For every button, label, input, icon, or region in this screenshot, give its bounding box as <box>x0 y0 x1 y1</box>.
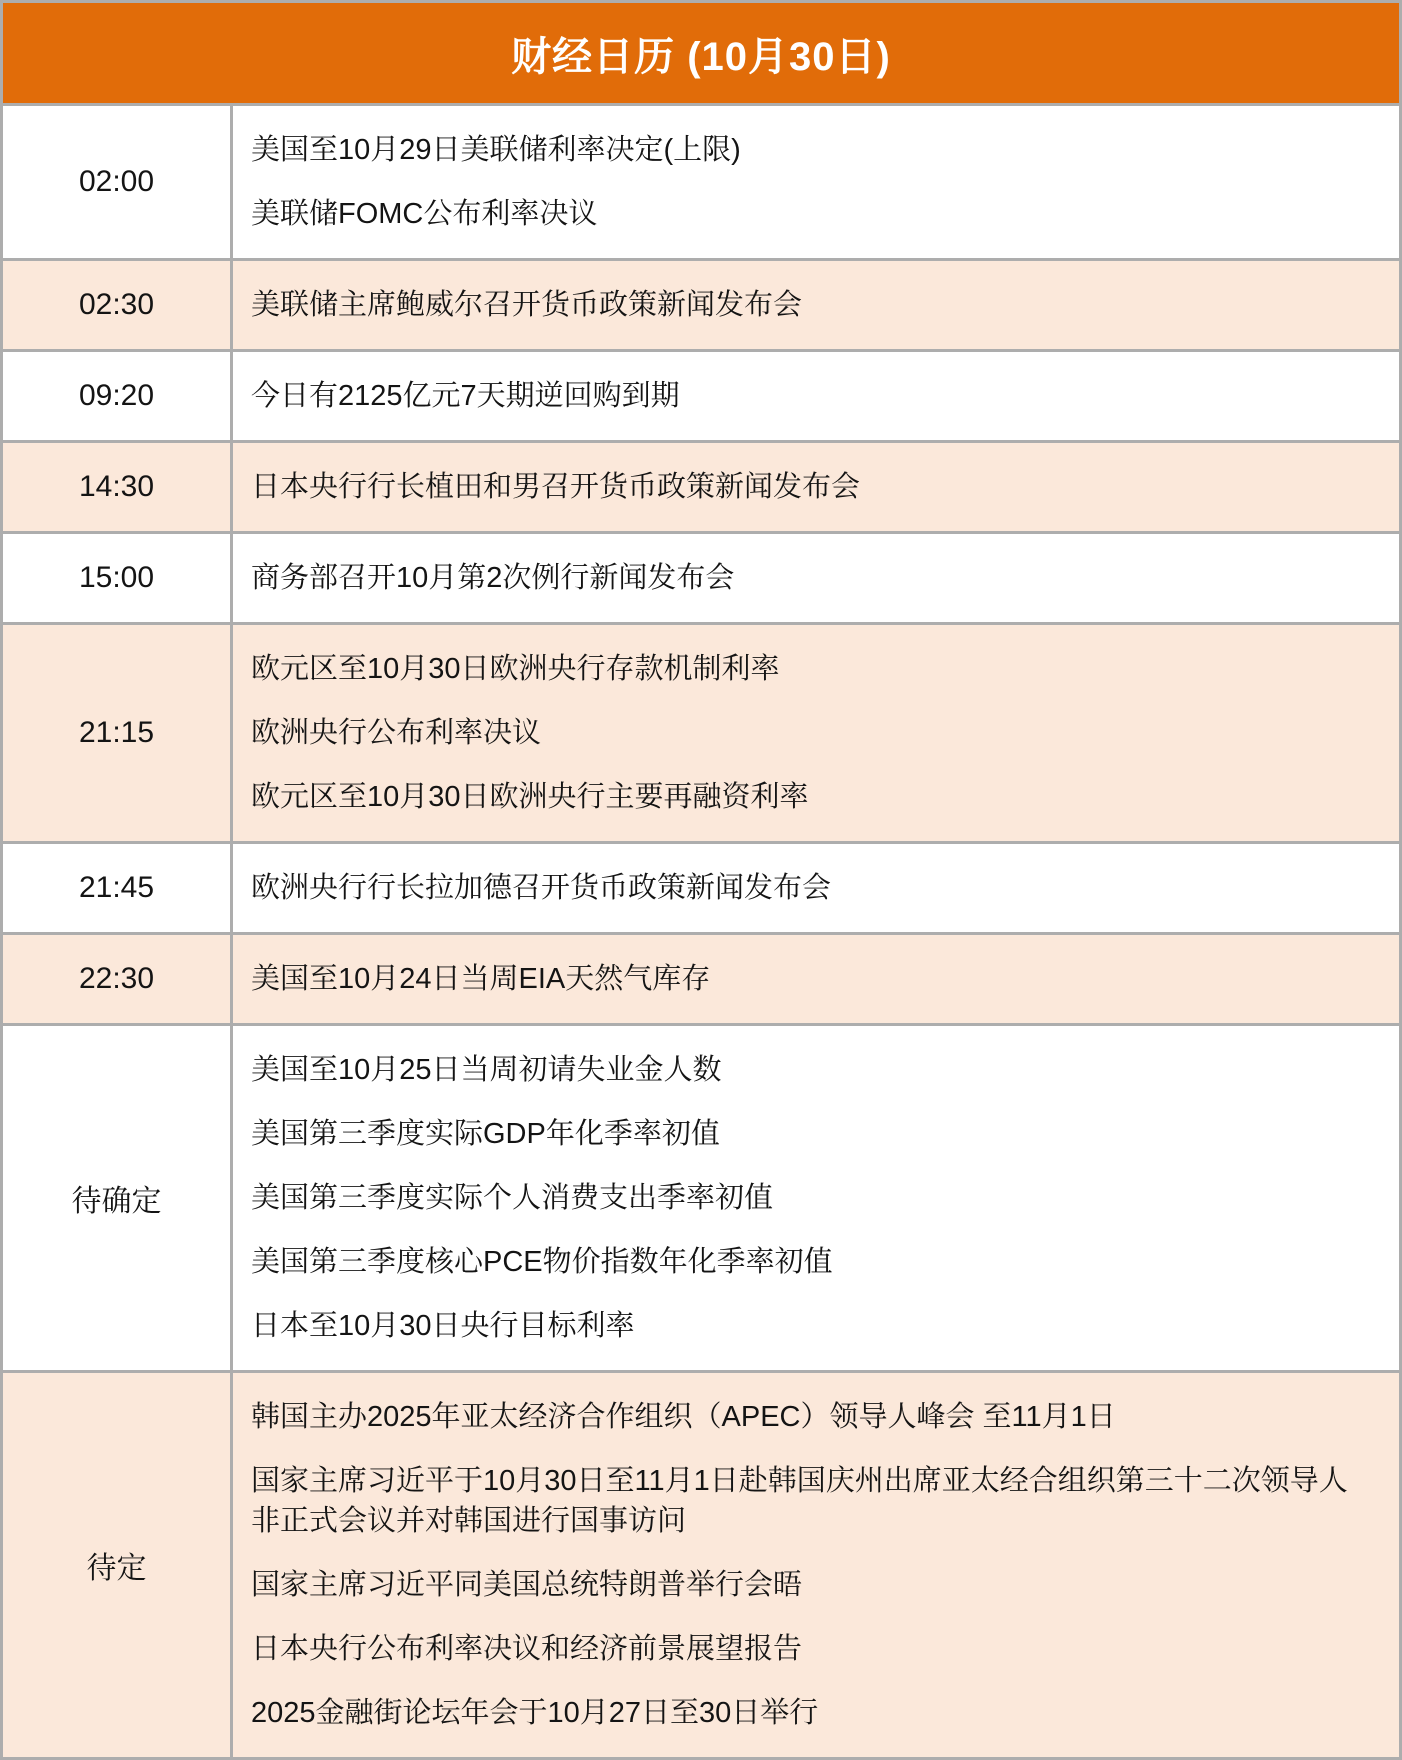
time-cell: 待确定 <box>3 1026 233 1370</box>
event-text: 国家主席习近平同美国总统特朗普举行会晤 <box>251 1569 803 1601</box>
time-cell: 22:30 <box>3 935 233 1023</box>
event-text: 国家主席习近平于10月30日至11月1日赴韩国庆州出席亚太经合组织第三十二次领导人非正式会议并对韩国进行国事访问 <box>251 1465 1348 1537</box>
time-cell: 15:00 <box>3 534 233 622</box>
calendar-title: 财经日历 (10月30日) <box>511 34 891 79</box>
event-text: 日本央行行长植田和男召开货币政策新闻发布会 <box>251 471 861 503</box>
event-text: 今日有2125亿元7天期逆回购到期 <box>251 380 680 412</box>
calendar-row <box>3 1023 1399 1370</box>
events-cell <box>233 1026 1399 1370</box>
time-cell: 14:30 <box>3 443 233 531</box>
time-cell: 02:00 <box>3 106 233 258</box>
calendar-row <box>3 531 1399 622</box>
event-text: 美国至10月24日当周EIA天然气库存 <box>251 963 711 995</box>
events-cell <box>233 352 1399 440</box>
time-cell: 21:45 <box>3 844 233 932</box>
event-text: 美国第三季度核心PCE物价指数年化季率初值 <box>251 1246 833 1278</box>
calendar-row <box>3 622 1399 841</box>
calendar-row <box>3 349 1399 440</box>
calendar-row <box>3 841 1399 932</box>
event-text: 2025金融街论坛年会于10月27日至30日举行 <box>251 1697 819 1729</box>
event-text: 美国至10月29日美联储利率决定(上限) <box>251 134 741 166</box>
calendar-row <box>3 932 1399 1023</box>
time-cell: 21:15 <box>3 625 233 841</box>
calendar-row <box>3 1370 1399 1757</box>
events-cell <box>233 106 1399 258</box>
event-text: 日本至10月30日央行目标利率 <box>251 1310 635 1342</box>
event-text: 美联储主席鲍威尔召开货币政策新闻发布会 <box>251 289 803 321</box>
calendar-header <box>3 3 1399 103</box>
event-text: 美联储FOMC公布利率决议 <box>251 198 598 230</box>
events-cell <box>233 261 1399 349</box>
events-cell <box>233 844 1399 932</box>
events-cell <box>233 935 1399 1023</box>
time-cell: 待定 <box>3 1373 233 1757</box>
event-text: 美国第三季度实际GDP年化季率初值 <box>251 1118 720 1150</box>
events-cell <box>233 1373 1399 1757</box>
events-cell <box>233 625 1399 841</box>
time-cell: 09:20 <box>3 352 233 440</box>
time-cell: 02:30 <box>3 261 233 349</box>
events-cell <box>233 443 1399 531</box>
event-text: 商务部召开10月第2次例行新闻发布会 <box>251 562 735 594</box>
event-text: 欧洲央行公布利率决议 <box>251 717 542 749</box>
events-cell <box>233 534 1399 622</box>
event-text: 韩国主办2025年亚太经济合作组织（APEC）领导人峰会 至11月1日 <box>251 1401 1116 1433</box>
calendar-row <box>3 258 1399 349</box>
calendar-row <box>3 440 1399 531</box>
event-text: 美国第三季度实际个人消费支出季率初值 <box>251 1182 774 1214</box>
event-text: 日本央行公布利率决议和经济前景展望报告 <box>251 1633 803 1665</box>
calendar-row <box>3 103 1399 258</box>
event-text: 欧元区至10月30日欧洲央行主要再融资利率 <box>251 781 809 813</box>
event-text: 欧洲央行行长拉加德召开货币政策新闻发布会 <box>251 872 832 904</box>
event-text: 美国至10月25日当周初请失业金人数 <box>251 1054 722 1086</box>
event-text: 欧元区至10月30日欧洲央行存款机制利率 <box>251 653 780 685</box>
